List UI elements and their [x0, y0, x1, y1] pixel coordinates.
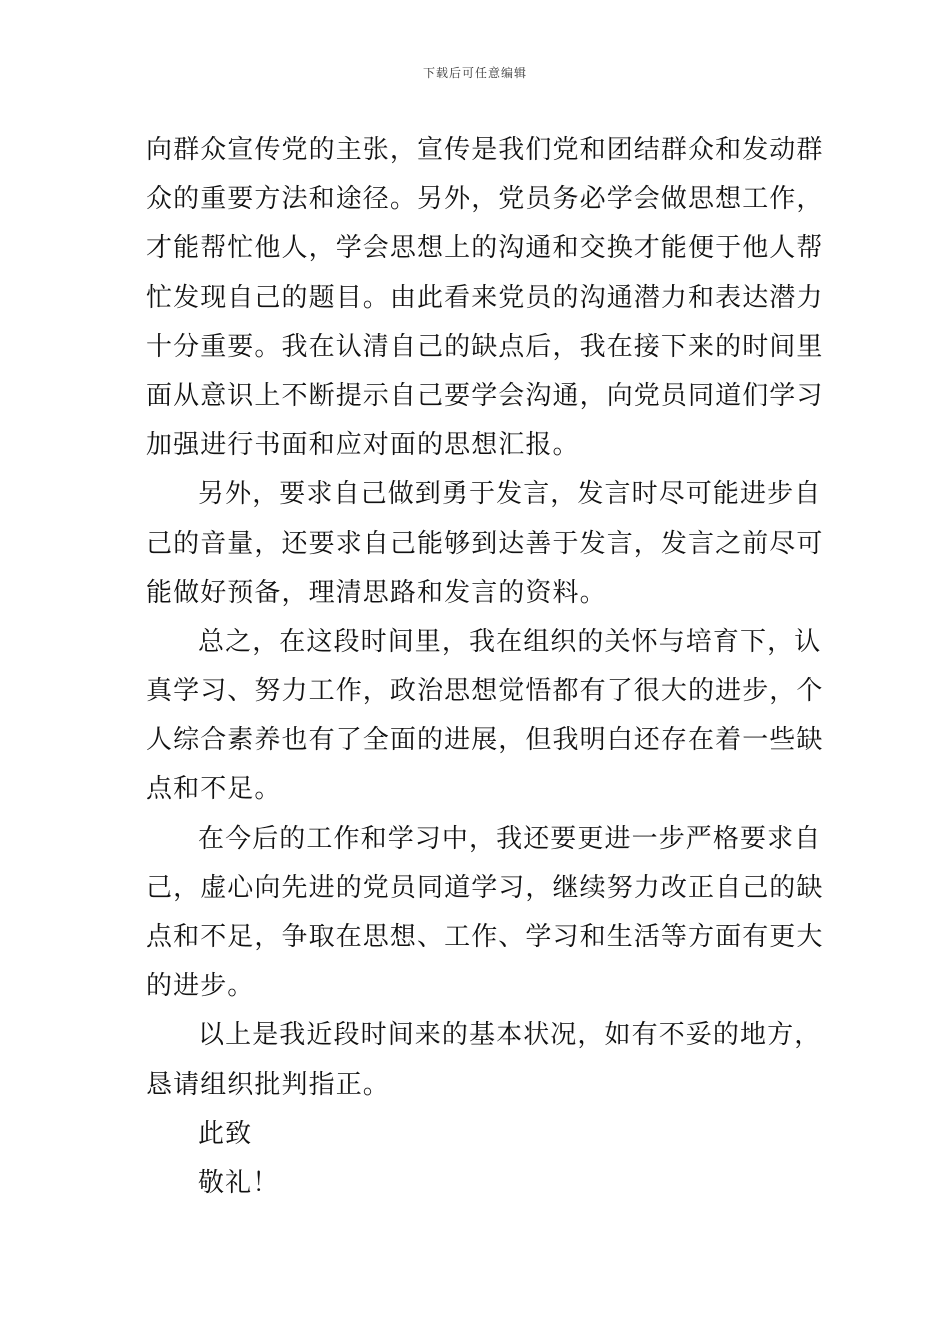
paragraph-first-line: 另外，要求自己做到勇于发言，发言时尽可能进步自 — [198, 479, 822, 510]
paragraph-first-line: 在今后的工作和学习中，我还要更进一步严格要求自 — [198, 823, 822, 854]
text-line: 才能帮忙他人，学会思想上的沟通和交换才能便于他人帮 — [146, 233, 824, 264]
page-header-note: 下载后可任意编辑 — [422, 66, 527, 80]
closing-regards: 敬礼！ — [198, 1167, 280, 1198]
paragraph-first-line: 以上是我近段时间来的基本状况，如有不妥的地方， — [198, 1020, 822, 1051]
closing-salutation: 此致 — [198, 1118, 253, 1149]
text-line: 的进步。 — [146, 971, 255, 1002]
text-line: 忙发现自己的题目。由此看来党员的沟通潜力和表达潜力 — [146, 282, 824, 313]
text-line: 点和不足，争取在思想、工作、学习和生活等方面有更大 — [146, 922, 824, 952]
text-line: 众的重要方法和途径。另外，党员务必学会做思想工作， — [146, 184, 824, 215]
text-line: 己，虚心向先进的党员同道学习，继续努力改正自己的缺 — [146, 872, 824, 903]
document-body — [146, 126, 824, 1208]
text-line: 恳请组织批判指正。 — [146, 1069, 390, 1100]
text-line: 真学习、努力工作，政治思想觉悟都有了很大的进步，个 — [146, 676, 824, 707]
paragraph-first-line: 总之，在这段时间里，我在组织的关怀与培育下，认 — [198, 626, 822, 657]
text-line: 己的音量，还要求自己能够到达善于发言，发言之前尽可 — [146, 528, 824, 559]
text-line: 点和不足。 — [146, 774, 282, 805]
text-line: 人综合素养也有了全面的进展，但我明白还存在着一些缺 — [146, 725, 824, 756]
text-line: 向群众宣传党的主张，宣传是我们党和团结群众和发动群 — [146, 135, 824, 165]
text-line: 面从意识上不断提示自己要学会沟通，向党员同道们学习 — [146, 380, 824, 411]
text-line: 能做好预备，理清思路和发言的资料。 — [146, 577, 607, 608]
text-line: 十分重要。我在认清自己的缺点后，我在接下来的时间里 — [146, 331, 824, 362]
text-line: 加强进行书面和应对面的思想汇报。 — [146, 430, 580, 461]
